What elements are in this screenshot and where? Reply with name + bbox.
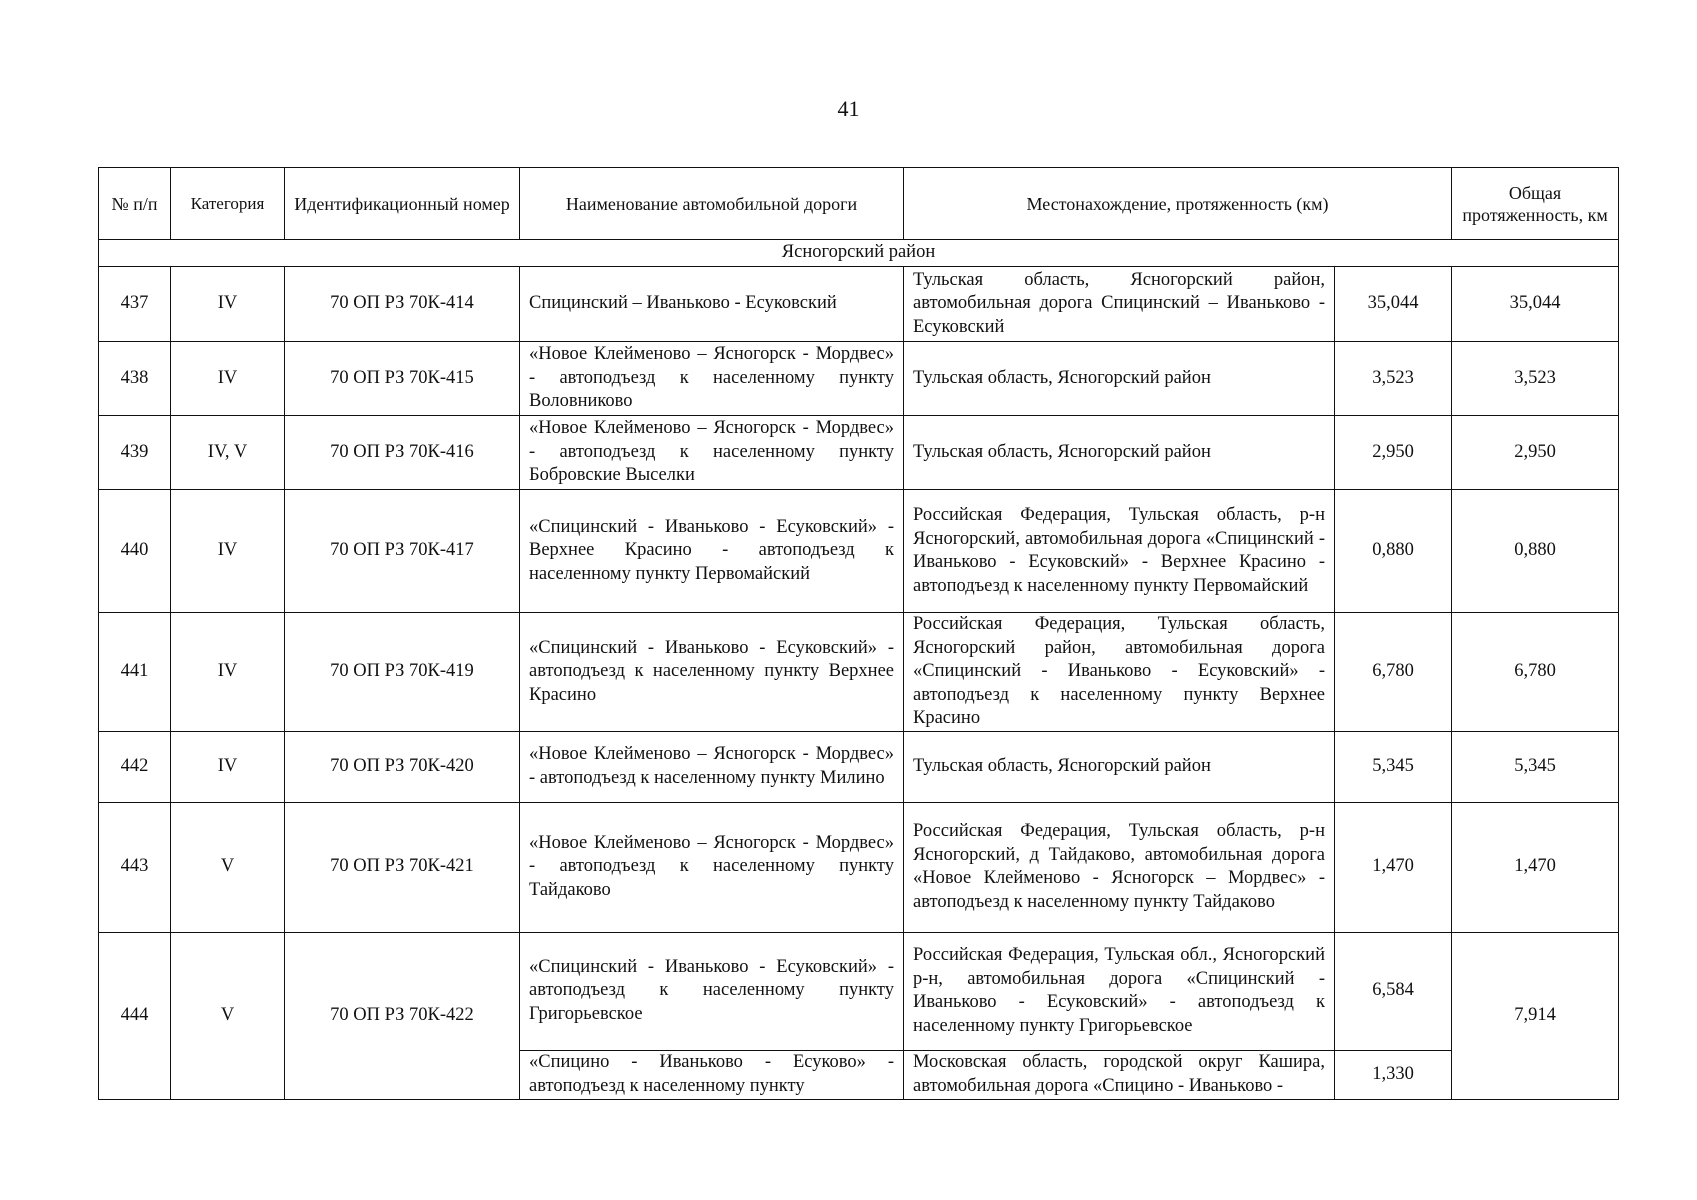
header-num: № п/п [99, 168, 171, 240]
row-id: 70 ОП РЗ 70К-422 [285, 932, 520, 1099]
row-category: IV [171, 490, 285, 613]
row-location: Московская область, городской округ Кашира, автомобильная дорога «Спицино - Иваньково - [904, 1050, 1335, 1099]
row-id: 70 ОП РЗ 70К-417 [285, 490, 520, 613]
row-total: 3,523 [1452, 342, 1619, 416]
row-category: IV [171, 342, 285, 416]
row-road-name: «Новое Клейменово – Ясногорск - Мордвес» - автоподъезд к населенному пункту Бобровские Выселки [520, 416, 904, 490]
row-id: 70 ОП РЗ 70К-421 [285, 802, 520, 932]
row-id: 70 ОП РЗ 70К-416 [285, 416, 520, 490]
header-name: Наименование автомобильной дороги [520, 168, 904, 240]
row-length: 6,584 [1335, 932, 1452, 1050]
row-id: 70 ОП РЗ 70К-414 [285, 267, 520, 342]
row-location: Российская Федерация, Тульская область, Ясногорский район, автомобильная дорога «Спицинский - Иваньково - Есуковский» - автоподъезд к населенному пункту Верхнее Красино [904, 613, 1335, 732]
row-id: 70 ОП РЗ 70К-420 [285, 731, 520, 802]
header-location: Местонахождение, протяженность (км) [904, 168, 1452, 240]
table-row [99, 802, 1619, 932]
row-road-name: «Новое Клейменово – Ясногорск - Мордвес» - автоподъезд к населенному пункту Тайдаково [520, 802, 904, 932]
row-total: 35,044 [1452, 267, 1619, 342]
row-road-name: «Спицинский - Иваньково - Есуковский» - автоподъезд к населенному пункту Верхнее Красино [520, 613, 904, 732]
table-row [99, 416, 1619, 490]
district-row [99, 240, 1619, 267]
row-total: 1,470 [1452, 802, 1619, 932]
row-num: 444 [99, 932, 171, 1099]
row-location: Тульская область, Ясногорский район, автомобильная дорога Спицинский – Иваньково - Есуковский [904, 267, 1335, 342]
row-location: Российская Федерация, Тульская область, р-н Ясногорский, д Тайдаково, автомобильная дорога «Новое Клейменово - Ясногорск – Мордвес» - автоподъезд к населенному пункту Тайдаково [904, 802, 1335, 932]
row-length: 2,950 [1335, 416, 1452, 490]
row-num: 440 [99, 490, 171, 613]
row-num: 438 [99, 342, 171, 416]
row-location: Тульская область, Ясногорский район [904, 342, 1335, 416]
table-row [99, 342, 1619, 416]
row-total: 7,914 [1452, 932, 1619, 1099]
row-length: 5,345 [1335, 731, 1452, 802]
row-total: 2,950 [1452, 416, 1619, 490]
header-category: Категория [171, 168, 285, 240]
page-number: 41 [837, 96, 860, 121]
row-road-name: Спицинский – Иваньково - Есуковский [520, 267, 904, 342]
row-location: Тульская область, Ясногорский район [904, 731, 1335, 802]
row-length: 0,880 [1335, 490, 1452, 613]
row-length: 1,470 [1335, 802, 1452, 932]
header-total: Общая протяженность, км [1452, 168, 1619, 240]
row-id: 70 ОП РЗ 70К-419 [285, 613, 520, 732]
row-road-name: «Спицино - Иваньково - Есуково» - автоподъезд к населенному пункту [520, 1050, 904, 1099]
row-length: 1,330 [1335, 1050, 1452, 1099]
row-category: V [171, 932, 285, 1099]
row-length: 6,780 [1335, 613, 1452, 732]
row-num: 439 [99, 416, 171, 490]
row-road-name: «Спицинский - Иваньково - Есуковский» - автоподъезд к населенному пункту Григорьевское [520, 932, 904, 1050]
row-total: 6,780 [1452, 613, 1619, 732]
table-row [99, 613, 1619, 732]
row-road-name: «Новое Клейменово – Ясногорск - Мордвес» - автоподъезд к населенному пункту Воловниково [520, 342, 904, 416]
row-category: IV, V [171, 416, 285, 490]
row-category: IV [171, 267, 285, 342]
header-id: Идентификационный номер [285, 168, 520, 240]
row-location: Тульская область, Ясногорский район [904, 416, 1335, 490]
row-location: Российская Федерация, Тульская обл., Ясногорский р-н, автомобильная дорога «Спицинский - Иваньково - Есуковский» - автоподъезд к населенному пункту Григорьевское [904, 932, 1335, 1050]
table-row [99, 731, 1619, 802]
row-total: 5,345 [1452, 731, 1619, 802]
row-num: 441 [99, 613, 171, 732]
row-num: 437 [99, 267, 171, 342]
table-row [99, 267, 1619, 342]
row-total: 0,880 [1452, 490, 1619, 613]
row-location: Российская Федерация, Тульская область, р-н Ясногорский, автомобильная дорога «Спицинский - Иваньково - Есуковский» - Верхнее Красино - автоподъезд к населенному пункту Первомайский [904, 490, 1335, 613]
row-id: 70 ОП РЗ 70К-415 [285, 342, 520, 416]
roads-table [98, 167, 1619, 1100]
row-num: 443 [99, 802, 171, 932]
row-length: 35,044 [1335, 267, 1452, 342]
row-category: V [171, 802, 285, 932]
header-row [99, 168, 1619, 240]
row-category: IV [171, 731, 285, 802]
table-row [99, 490, 1619, 613]
row-category: IV [171, 613, 285, 732]
district-name: Ясногорский район [99, 240, 1619, 267]
table-row [99, 932, 1619, 1050]
row-road-name: «Спицинский - Иваньково - Есуковский» - Верхнее Красино - автоподъезд к населенному пункту Первомайский [520, 490, 904, 613]
row-num: 442 [99, 731, 171, 802]
row-road-name: «Новое Клейменово – Ясногорск - Мордвес» - автоподъезд к населенному пункту Милино [520, 731, 904, 802]
row-length: 3,523 [1335, 342, 1452, 416]
